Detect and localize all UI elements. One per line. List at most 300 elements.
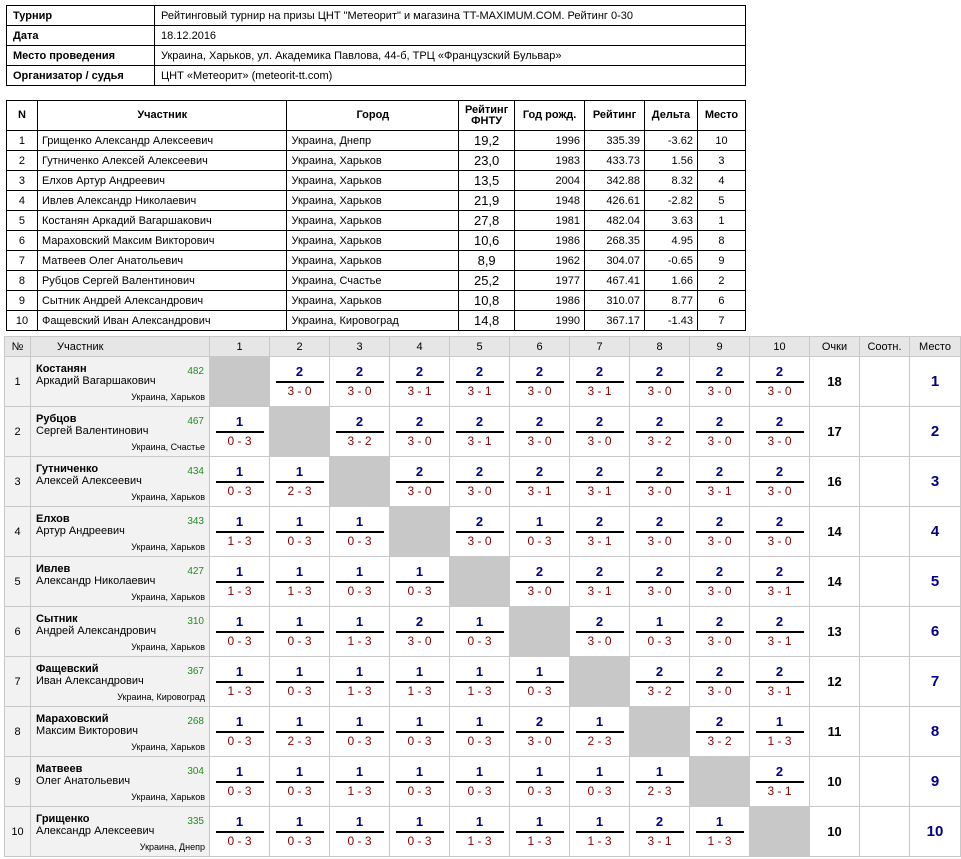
game-points: 1 [336, 764, 384, 783]
player-place: 6 [910, 607, 961, 657]
game-result-cell [330, 357, 390, 407]
participant-birth-year: 1986 [515, 291, 585, 311]
cross-player-cell [31, 507, 210, 557]
game-points: 2 [636, 464, 684, 483]
participant-name: Фащевский Иван Александрович [37, 311, 287, 331]
game-result-cell [630, 507, 690, 557]
participant-birth-year: 1986 [515, 231, 585, 251]
game-score: 0 - 3 [287, 784, 312, 798]
game-points: 2 [756, 614, 804, 633]
game-result [516, 464, 564, 499]
game-points: 1 [216, 514, 264, 533]
game-points: 2 [696, 514, 744, 533]
game-score: 3 - 0 [767, 384, 792, 398]
player-ratio [860, 407, 910, 457]
game-result-cell [570, 507, 630, 557]
game-score: 3 - 0 [767, 434, 792, 448]
game-result [276, 464, 324, 499]
game-points: 1 [456, 664, 504, 683]
game-result [696, 414, 744, 449]
player-place: 2 [910, 407, 961, 457]
participant-row [7, 251, 746, 271]
cross-row-number: 5 [5, 557, 31, 607]
game-points: 1 [636, 764, 684, 783]
cross-row [5, 407, 961, 457]
participant-place: 2 [697, 271, 745, 291]
game-result-cell [630, 657, 690, 707]
game-score: 3 - 0 [647, 534, 672, 548]
participant-rating: 268.35 [585, 231, 645, 251]
game-result [216, 464, 264, 499]
game-result-cell [210, 757, 270, 807]
game-result [636, 764, 684, 799]
game-result [756, 364, 804, 399]
game-points: 2 [636, 364, 684, 383]
info-row [7, 46, 746, 66]
game-result [756, 614, 804, 649]
game-result [696, 564, 744, 599]
game-points: 1 [276, 764, 324, 783]
game-result-cell [750, 607, 810, 657]
game-result [396, 714, 444, 749]
game-points: 1 [576, 814, 624, 833]
cross-col-opponent: 5 [450, 337, 510, 357]
participant-city: Украина, Днепр [287, 131, 459, 151]
player-surname: Грищенко [36, 813, 90, 825]
game-result-cell [690, 507, 750, 557]
game-result-cell [510, 407, 570, 457]
game-points: 2 [456, 414, 504, 433]
participant-number: 10 [7, 311, 38, 331]
participant-city: Украина, Харьков [287, 171, 459, 191]
game-points: 1 [756, 714, 804, 733]
game-score: 3 - 1 [587, 384, 612, 398]
game-points: 2 [396, 464, 444, 483]
game-points: 2 [636, 664, 684, 683]
cross-row [5, 757, 961, 807]
game-result-cell [450, 607, 510, 657]
game-result-cell [510, 757, 570, 807]
game-points: 1 [456, 814, 504, 833]
game-points: 2 [696, 614, 744, 633]
game-score: 0 - 3 [467, 784, 492, 798]
participant-row [7, 131, 746, 151]
game-score: 3 - 2 [647, 684, 672, 698]
game-points: 2 [396, 614, 444, 633]
game-result-cell [510, 357, 570, 407]
info-label: Дата [7, 26, 155, 46]
game-result [276, 714, 324, 749]
game-result [456, 514, 504, 549]
game-points: 1 [696, 814, 744, 833]
game-result-cell [630, 607, 690, 657]
player-surname: Фащевский [36, 663, 99, 675]
game-points: 2 [696, 364, 744, 383]
cross-row [5, 657, 961, 707]
participant-delta: -2.82 [645, 191, 698, 211]
game-result-cell [750, 457, 810, 507]
participant-number: 5 [7, 211, 38, 231]
game-result-cell [570, 607, 630, 657]
game-score: 1 - 3 [347, 784, 372, 798]
player-surname: Сытник [36, 613, 78, 625]
player-city: Украина, Харьков [131, 792, 205, 802]
game-points: 1 [516, 514, 564, 533]
game-points: 2 [576, 514, 624, 533]
game-points: 2 [576, 464, 624, 483]
game-result-cell [510, 707, 570, 757]
participant-delta: 1.56 [645, 151, 698, 171]
player-city: Украина, Харьков [131, 742, 205, 752]
participant-city: Украина, Харьков [287, 151, 459, 171]
player-rating: 343 [187, 516, 204, 527]
game-score: 3 - 0 [707, 584, 732, 598]
participant-delta: 4.95 [645, 231, 698, 251]
player-surname: Ивлев [36, 563, 71, 575]
participant-row [7, 171, 746, 191]
game-points: 2 [636, 564, 684, 583]
game-result [336, 814, 384, 849]
player-points: 10 [810, 757, 860, 807]
diagonal-cell [690, 757, 750, 807]
info-value: Украина, Харьков, ул. Академика Павлова, 44-б, ТРЦ «Французский Бульвар» [155, 46, 746, 66]
player-given-name: Александр Николаевич [36, 575, 156, 587]
player-rating: 434 [187, 466, 204, 477]
player-rating: 304 [187, 766, 204, 777]
game-result [456, 764, 504, 799]
game-score: 1 - 3 [227, 584, 252, 598]
game-score: 0 - 3 [467, 734, 492, 748]
game-result-cell [570, 357, 630, 407]
player-rating: 367 [187, 666, 204, 677]
info-row [7, 66, 746, 86]
participant-place: 9 [697, 251, 745, 271]
game-points: 2 [276, 364, 324, 383]
game-score: 3 - 0 [707, 384, 732, 398]
cross-col-opponent: 4 [390, 337, 450, 357]
cross-col-opponent: 1 [210, 337, 270, 357]
game-result [576, 564, 624, 599]
participant-birth-year: 1977 [515, 271, 585, 291]
participant-delta: -0.65 [645, 251, 698, 271]
participant-birth-year: 1981 [515, 211, 585, 231]
participant-rating: 335.39 [585, 131, 645, 151]
player-given-name: Иван Александрович [36, 675, 144, 687]
game-score: 0 - 3 [227, 834, 252, 848]
player-place: 4 [910, 507, 961, 557]
game-result [516, 814, 564, 849]
game-result-cell [690, 707, 750, 757]
game-result-cell [390, 457, 450, 507]
col-delta: Дельта [645, 101, 698, 131]
game-points: 2 [636, 414, 684, 433]
participant-place: 10 [697, 131, 745, 151]
game-result-cell [210, 507, 270, 557]
diagonal-cell [210, 357, 270, 407]
participant-name: Мараховский Максим Викторович [37, 231, 287, 251]
game-score: 1 - 3 [587, 834, 612, 848]
participant-fntu-rating: 23,0 [459, 151, 515, 171]
game-score: 1 - 3 [287, 584, 312, 598]
game-score: 0 - 3 [227, 434, 252, 448]
game-result [336, 764, 384, 799]
game-points: 2 [636, 514, 684, 533]
participant-row [7, 311, 746, 331]
game-result [336, 614, 384, 649]
game-points: 2 [336, 364, 384, 383]
participant-place: 1 [697, 211, 745, 231]
game-score: 0 - 3 [587, 784, 612, 798]
game-result [456, 364, 504, 399]
game-points: 1 [216, 714, 264, 733]
participant-number: 8 [7, 271, 38, 291]
cross-col-opponent: 10 [750, 337, 810, 357]
game-score: 3 - 1 [707, 484, 732, 498]
player-given-name: Александр Алексеевич [36, 825, 155, 837]
game-result-cell [450, 507, 510, 557]
game-score: 3 - 0 [527, 734, 552, 748]
game-score: 1 - 3 [227, 684, 252, 698]
game-result-cell [570, 457, 630, 507]
game-score: 0 - 3 [407, 784, 432, 798]
cross-player-cell [31, 807, 210, 857]
game-score: 3 - 0 [767, 484, 792, 498]
game-result-cell [450, 457, 510, 507]
game-result [696, 814, 744, 849]
cross-player-cell [31, 357, 210, 407]
participant-rating: 304.07 [585, 251, 645, 271]
player-surname: Матвеев [36, 763, 83, 775]
game-result-cell [750, 357, 810, 407]
game-result-cell [690, 807, 750, 857]
game-result-cell [270, 607, 330, 657]
diagonal-cell [750, 807, 810, 857]
cross-row-number: 4 [5, 507, 31, 557]
participant-name: Матвеев Олег Анатольевич [37, 251, 287, 271]
diagonal-cell [270, 407, 330, 457]
game-score: 3 - 0 [467, 534, 492, 548]
game-result-cell [750, 657, 810, 707]
game-result-cell [390, 807, 450, 857]
player-points: 18 [810, 357, 860, 407]
game-result [396, 364, 444, 399]
col-name: Участник [37, 101, 287, 131]
game-score: 1 - 3 [407, 684, 432, 698]
game-points: 2 [636, 814, 684, 833]
participant-fntu-rating: 25,2 [459, 271, 515, 291]
game-score: 3 - 0 [407, 634, 432, 648]
game-result [216, 814, 264, 849]
game-result [696, 614, 744, 649]
game-result-cell [690, 457, 750, 507]
game-score: 1 - 3 [227, 534, 252, 548]
game-score: 3 - 1 [467, 384, 492, 398]
game-result-cell [330, 507, 390, 557]
game-result [636, 514, 684, 549]
game-points: 1 [336, 564, 384, 583]
player-ratio [860, 507, 910, 557]
player-points: 16 [810, 457, 860, 507]
player-points: 17 [810, 407, 860, 457]
game-points: 1 [396, 714, 444, 733]
game-result-cell [390, 557, 450, 607]
game-score: 3 - 1 [407, 384, 432, 398]
game-score: 3 - 1 [587, 584, 612, 598]
player-points: 14 [810, 507, 860, 557]
cross-row [5, 357, 961, 407]
player-rating: 310 [187, 616, 204, 627]
game-result-cell [690, 357, 750, 407]
game-result-cell [630, 357, 690, 407]
game-result-cell [270, 457, 330, 507]
participant-number: 3 [7, 171, 38, 191]
game-result [756, 564, 804, 599]
game-result [756, 514, 804, 549]
cross-col-opponent: 3 [330, 337, 390, 357]
cross-row [5, 557, 961, 607]
game-points: 2 [516, 564, 564, 583]
player-city: Украина, Харьков [131, 642, 205, 652]
game-points: 1 [276, 514, 324, 533]
game-result [336, 564, 384, 599]
col-fntu-line2: ФНТУ [471, 114, 503, 127]
game-score: 2 - 3 [587, 734, 612, 748]
cross-col-points: Очки [810, 337, 860, 357]
game-score: 3 - 0 [707, 684, 732, 698]
game-points: 1 [216, 564, 264, 583]
player-place: 9 [910, 757, 961, 807]
game-result [216, 664, 264, 699]
player-given-name: Аркадий Вагаршакович [36, 375, 156, 387]
cross-row [5, 807, 961, 857]
game-result [276, 514, 324, 549]
game-score: 0 - 3 [407, 834, 432, 848]
game-score: 3 - 2 [347, 434, 372, 448]
game-score: 3 - 0 [467, 484, 492, 498]
participant-rating: 467.41 [585, 271, 645, 291]
game-score: 0 - 3 [347, 584, 372, 598]
game-result-cell [330, 757, 390, 807]
player-given-name: Олег Анатольевич [36, 775, 131, 787]
game-points: 2 [456, 514, 504, 533]
participant-fntu-rating: 13,5 [459, 171, 515, 191]
cross-col-ratio: Соотн. [860, 337, 910, 357]
game-result-cell [450, 707, 510, 757]
participant-row [7, 231, 746, 251]
participant-row [7, 271, 746, 291]
participant-rating: 482.04 [585, 211, 645, 231]
cross-row-number: 1 [5, 357, 31, 407]
game-points: 2 [696, 564, 744, 583]
game-points: 1 [396, 764, 444, 783]
game-points: 1 [576, 764, 624, 783]
participant-birth-year: 1948 [515, 191, 585, 211]
game-result [456, 714, 504, 749]
col-birth-year: Год рожд. [515, 101, 585, 131]
col-city: Город [287, 101, 459, 131]
game-result [336, 514, 384, 549]
game-result [576, 764, 624, 799]
game-points: 1 [576, 714, 624, 733]
game-points: 1 [636, 614, 684, 633]
game-points: 1 [516, 764, 564, 783]
game-result-cell [510, 457, 570, 507]
game-points: 2 [336, 414, 384, 433]
game-points: 2 [696, 464, 744, 483]
game-result-cell [270, 707, 330, 757]
player-given-name: Сергей Валентинович [36, 425, 149, 437]
cross-player-cell [31, 407, 210, 457]
participant-name: Грищенко Александр Алексеевич [37, 131, 287, 151]
game-score: 1 - 3 [767, 734, 792, 748]
game-result-cell [510, 557, 570, 607]
player-surname: Рубцов [36, 413, 77, 425]
game-result-cell [450, 407, 510, 457]
game-points: 2 [576, 614, 624, 633]
game-result-cell [330, 407, 390, 457]
diagonal-cell [630, 707, 690, 757]
diagonal-cell [390, 507, 450, 557]
participant-fntu-rating: 8,9 [459, 251, 515, 271]
game-result [216, 564, 264, 599]
game-result-cell [330, 557, 390, 607]
participant-rating: 367.17 [585, 311, 645, 331]
player-ratio [860, 707, 910, 757]
game-score: 3 - 0 [407, 484, 432, 498]
game-result [516, 664, 564, 699]
game-score: 1 - 3 [707, 834, 732, 848]
game-result-cell [210, 457, 270, 507]
cross-col-opponent: 9 [690, 337, 750, 357]
game-result [216, 614, 264, 649]
player-given-name: Максим Викторович [36, 725, 139, 737]
tournament-info-table [6, 5, 746, 86]
game-result-cell [210, 807, 270, 857]
info-value: Рейтинговый турнир на призы ЦНТ "Метеорит" и магазина TT-MAXIMUM.COM. Рейтинг 0-30 [155, 6, 746, 26]
game-points: 1 [336, 814, 384, 833]
game-points: 1 [216, 814, 264, 833]
game-result [276, 664, 324, 699]
cross-player-cell [31, 657, 210, 707]
game-result-cell [450, 657, 510, 707]
game-points: 2 [756, 764, 804, 783]
game-points: 1 [216, 764, 264, 783]
game-result-cell [570, 407, 630, 457]
game-result [516, 364, 564, 399]
game-score: 0 - 3 [407, 734, 432, 748]
game-result-cell [630, 457, 690, 507]
game-result-cell [390, 757, 450, 807]
game-points: 2 [756, 364, 804, 383]
diagonal-cell [450, 557, 510, 607]
cross-row-number: 2 [5, 407, 31, 457]
game-points: 1 [396, 814, 444, 833]
game-points: 2 [516, 364, 564, 383]
game-score: 3 - 1 [767, 684, 792, 698]
game-score: 3 - 0 [587, 434, 612, 448]
game-result-cell [690, 557, 750, 607]
game-score: 1 - 3 [347, 634, 372, 648]
game-result [516, 564, 564, 599]
game-result-cell [270, 657, 330, 707]
game-result [576, 514, 624, 549]
game-result-cell [390, 357, 450, 407]
game-score: 2 - 3 [287, 734, 312, 748]
game-result [696, 714, 744, 749]
player-city: Украина, Харьков [131, 542, 205, 552]
game-score: 0 - 3 [287, 534, 312, 548]
game-score: 3 - 0 [707, 534, 732, 548]
